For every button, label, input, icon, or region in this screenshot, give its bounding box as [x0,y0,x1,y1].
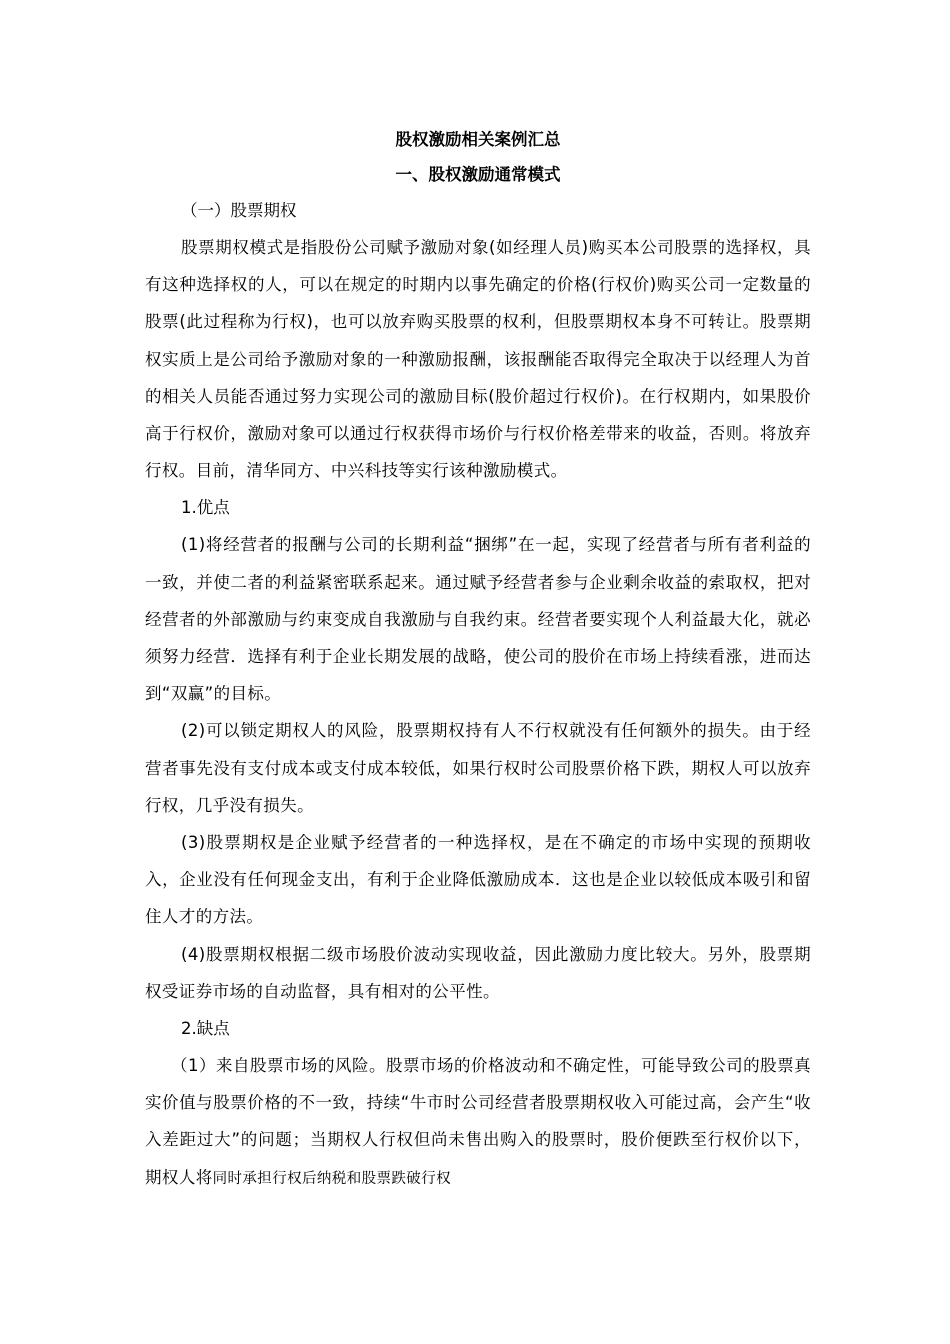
advantage-paragraph-3: (3)股票期权是企业赋予经营者的一种选择权，是在不确定的市场中实现的预期收入，企业没有任何现金支出，有利于企业降低激励成本．这也是企业以较低成本吸引和留住人才的方法。 [145,833,811,927]
disadvantage-paragraph-1-tail: 同时承担行权后纳税和股票跌破行权 [212,1170,452,1187]
advantage-paragraph-1: (1)将经营者的报酬与公司的长期利益“捆绑”在一起，实现了经营者与所有者利益的一致，并使二者的利益紧密联系起来。通过赋予经营者参与企业剩余收益的索取权，把对经营者的外部激励与约束变成自我激励与自我约束。经营者要实现个人利益最大化，就必须努力经营．选择有利于企业长期发展的战略，使公司的股价在市场上持续看涨，进而达到“双赢”的目标。 [145,535,811,704]
advantage-paragraph-2: (2)可以锁定期权人的风险，股票期权持有人不行权就没有任何额外的损失。由于经营者事先没有支付成本或支付成本较低，如果行权时公司股票价格下跌，期权人可以放弃行权，几乎没有损失。 [145,721,811,815]
document-body [145,122,811,1198]
advantage-paragraph-4: (4)股票期权根据二级市场股价波动实现收益，因此激励力度比较大。另外，股票期权受证券市场的自动监督，具有相对的公平性。 [145,944,811,1001]
disadvantage-paragraph-1-main: （1）来自股票市场的风险。股票市场的价格波动和不确定性，可能导致公司的股票真实价值与股票价格的不一致，持续“牛市时公司经营者股票期权收入可能过高，会产生“收入差距过大”的问题；当期权人行权但尚未售出购入的股票时，股价便跌至行权价以下，期权人将 [145,1056,811,1187]
subsection-heading: （一）股票期权 [181,201,297,220]
document-title: 股权激励相关案例汇总 [395,130,561,149]
disadvantage-paragraph-1 [145,1047,811,1198]
section-heading: 一、股权激励通常模式 [395,165,561,184]
disadvantages-heading: 2.缺点 [181,1019,230,1039]
advantages-heading: 1.优点 [181,498,230,518]
intro-paragraph: 股票期权模式是指股份公司赋予激励对象(如经理人员)购买本公司股票的选择权，具有这种选择权的人，可以在规定的时期内以事先确定的价格(行权价)购买公司一定数量的股票(此过程称为行权)，也可以放弃购买股票的权利，但股票期权本身不可转让。股票期权实质上是公司给予激励对象的一种激励报酬，该报酬能否取得完全取决于以经理人为首的相关人员能否通过努力实现公司的激励目标(股价超过行权价)。在行权期内，如果股价高于行权价，激励对象可以通过行权获得市场价与行权价格差带来的收益，否则。将放弃行权。目前，清华同方、中兴科技等实行该种激励模式。 [145,238,811,481]
